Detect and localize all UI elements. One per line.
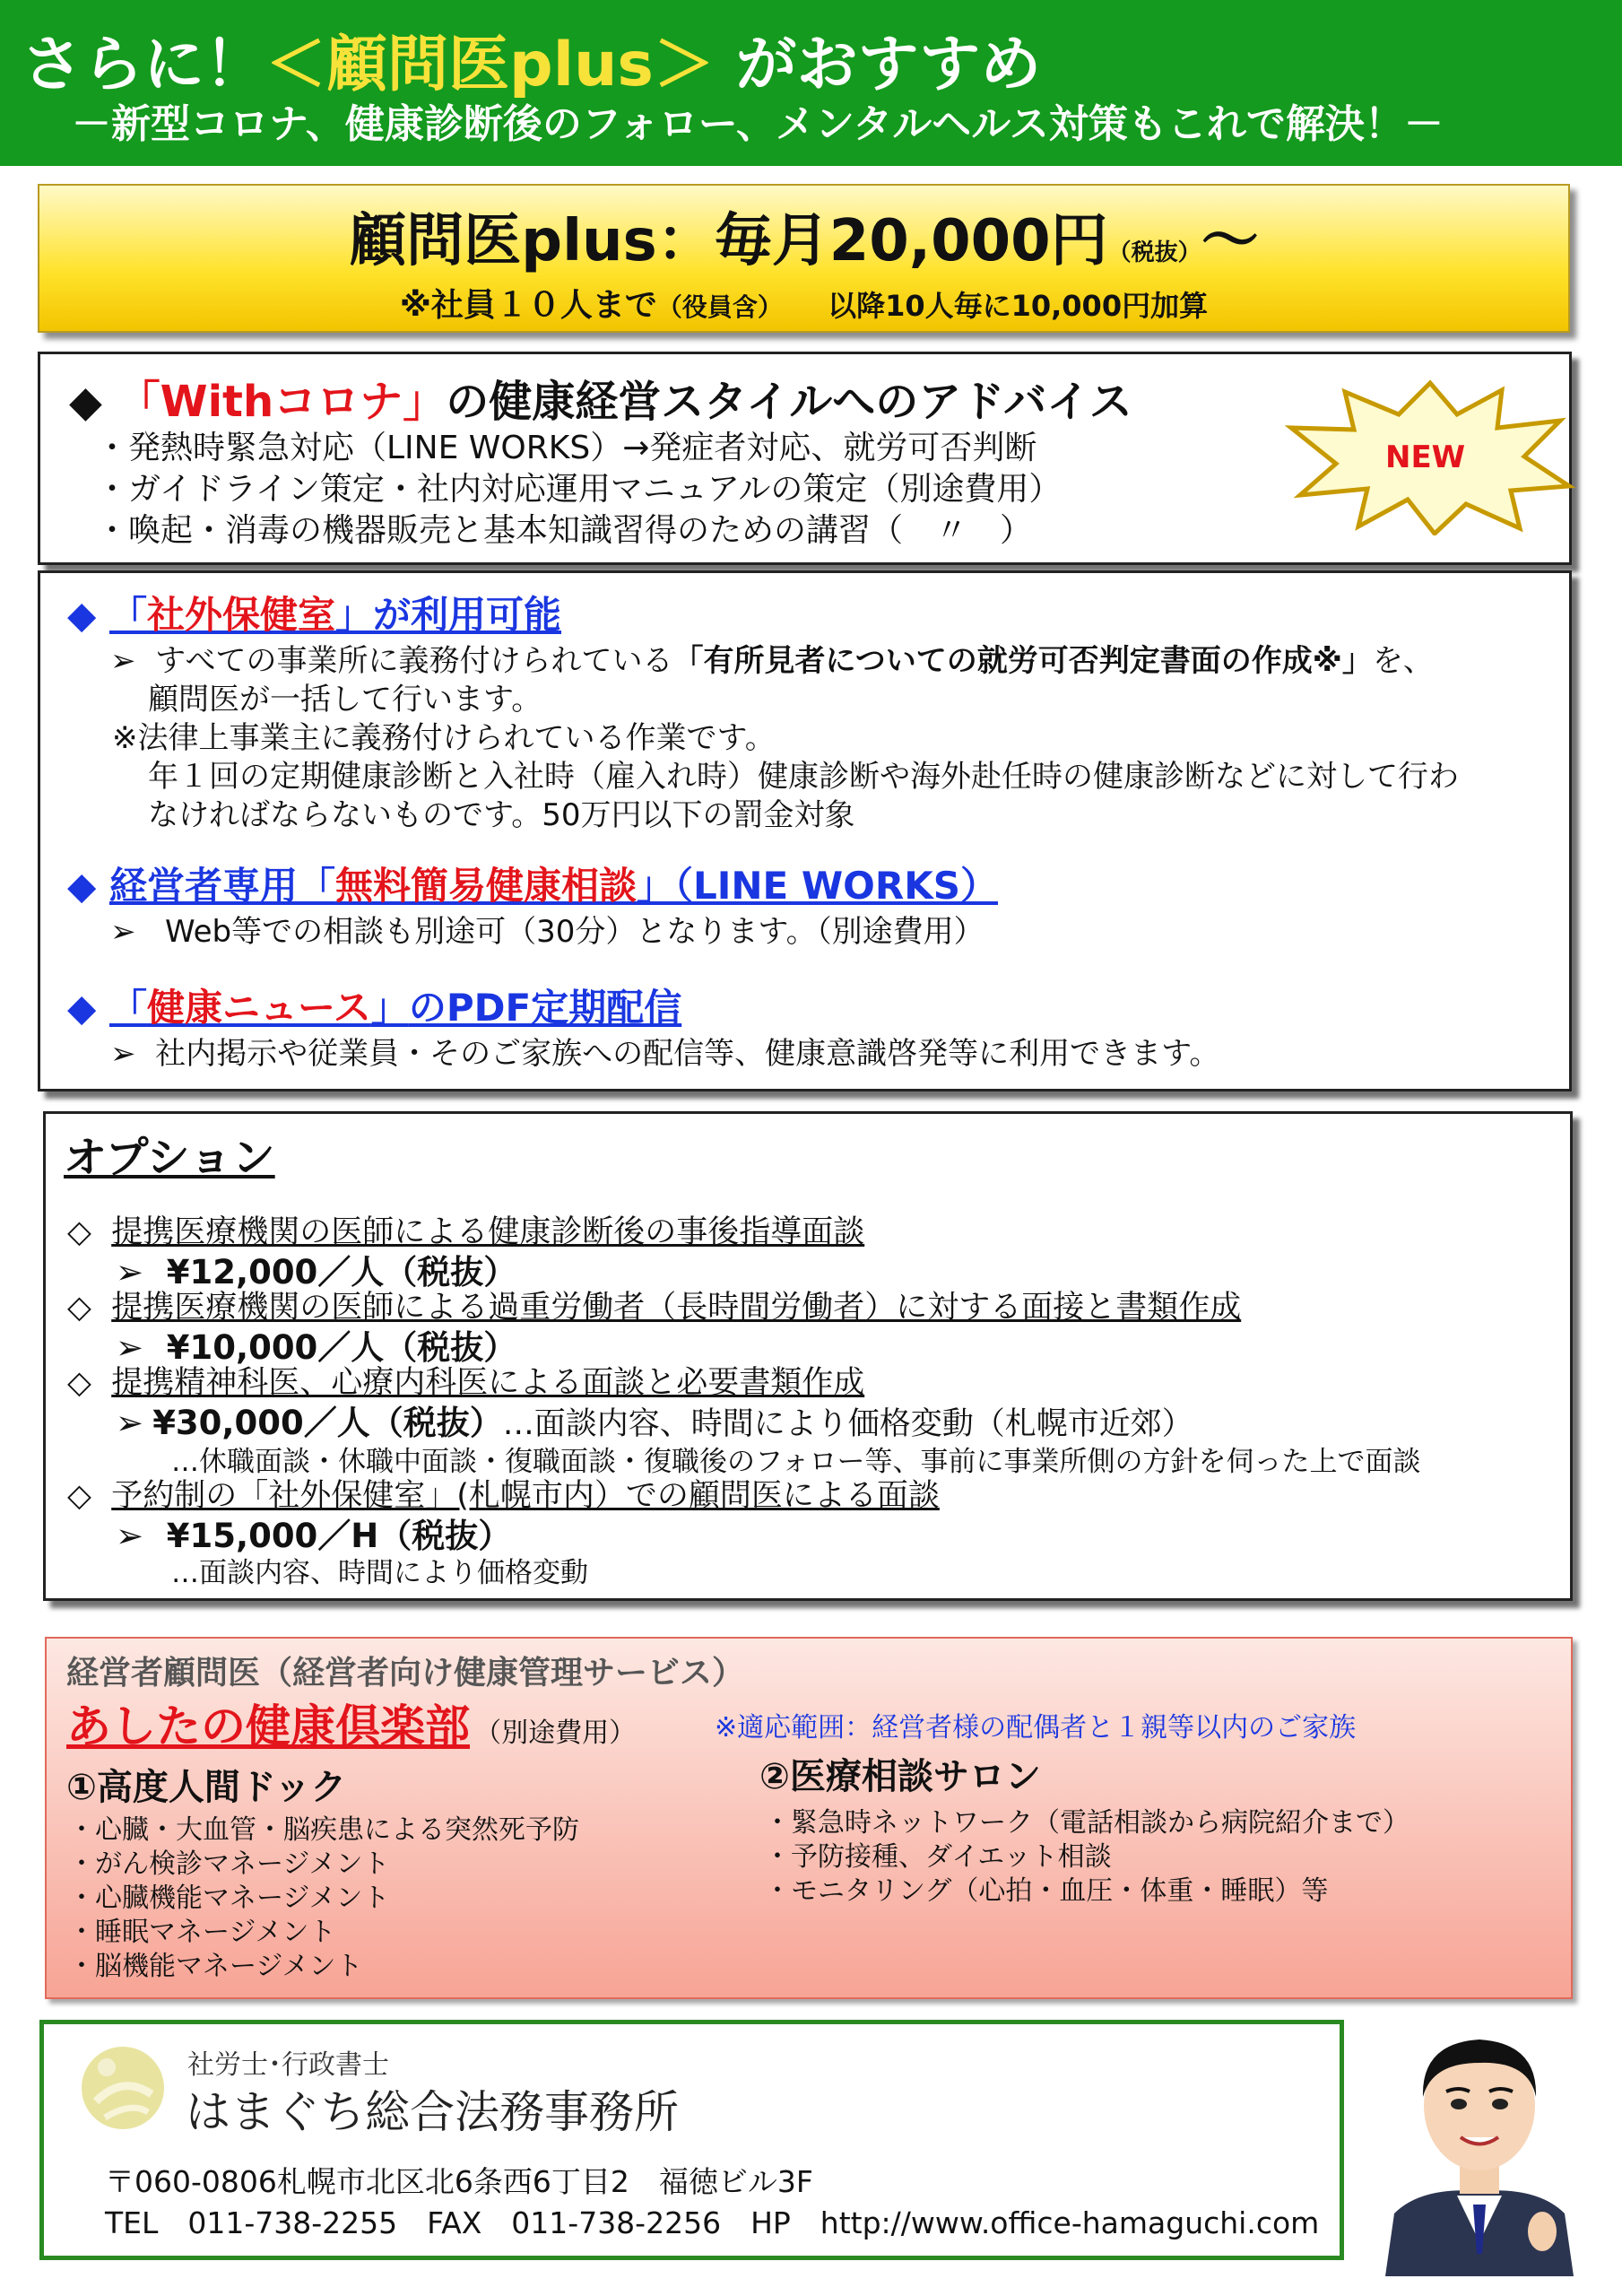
club-col1-item: ・脳機能マネージメント bbox=[68, 1951, 363, 1982]
outside-health-room-label: 社外保健室 bbox=[146, 593, 335, 637]
arrow-icon: ➢ bbox=[116, 1328, 144, 1367]
hollow-diamond-icon: ◇ bbox=[67, 1214, 91, 1250]
quote-close: 」 bbox=[403, 377, 447, 427]
health-room-desc-2: 顧問医が一括して行います。 bbox=[148, 682, 542, 718]
hollow-diamond-icon: ◇ bbox=[67, 1478, 91, 1514]
arrow-icon: ➢ bbox=[116, 1517, 144, 1555]
club-name-row bbox=[66, 1691, 636, 1755]
news-desc-text: 社内掲示や従業員・そのご家族への配信等、健康意識啓発等に利用できます。 bbox=[155, 1036, 1220, 1072]
corona-heading-rest: の健康経営スタイルへのアドバイス bbox=[446, 377, 1132, 427]
club-col1-title: ①高度人間ドック bbox=[66, 1767, 347, 1808]
price-sub-officers: （役員含） bbox=[656, 292, 783, 322]
news-heading-rest: のPDF定期配信 bbox=[408, 986, 682, 1030]
title-part-3: がおすすめ bbox=[735, 30, 1042, 100]
office-name: はまぐち総合法務事務所 bbox=[186, 2086, 679, 2138]
legal-note-2: 年１回の定期健康診断と入社時（雇入れ時）健康診断や海外赴任時の健康診断などに対して行わ bbox=[148, 759, 1459, 795]
consult-heading-a: 経営者専用「 bbox=[108, 864, 335, 908]
diamond-icon: ◆ bbox=[67, 864, 97, 908]
price-sub-limit: ※社員１０人まで bbox=[399, 287, 657, 324]
arrow-icon: ➢ bbox=[116, 1404, 144, 1442]
price-tilde: ～ bbox=[1201, 208, 1259, 274]
price-tax-note: （税抜） bbox=[1107, 239, 1201, 266]
legal-note-3: なければならないものです。50万円以下の罰金対象 bbox=[148, 797, 855, 833]
club-name: あしたの健康倶楽部 bbox=[66, 1700, 470, 1752]
desc-bold-doc: 「有所見者についての就労可否判定書面の作成※」 bbox=[672, 643, 1373, 679]
representative-portrait-icon bbox=[1367, 2007, 1592, 2276]
news-heading bbox=[67, 978, 681, 1032]
health-room-heading bbox=[67, 586, 561, 639]
price-main bbox=[39, 195, 1568, 277]
option-label: 提携医療機関の医師による過重労働者（長時間労働者）に対する面接と書類作成 bbox=[111, 1290, 1242, 1326]
club-box bbox=[45, 1637, 1573, 1999]
diamond-icon: ◆ bbox=[69, 377, 102, 427]
option-price-value: ¥12,000／人（税抜） bbox=[166, 1253, 517, 1292]
news-desc bbox=[110, 1029, 1219, 1073]
desc-part-a: すべての事業所に義務付けられている bbox=[155, 643, 673, 679]
health-room-heading-rest: が利用可能 bbox=[372, 593, 561, 637]
quote-open: 「 bbox=[117, 377, 160, 427]
club-fee: （別途費用） bbox=[474, 1718, 637, 1749]
quote-close: 」 bbox=[334, 593, 373, 637]
office-address: 〒060-0806札幌市北区北6条西6丁目2 福徳ビル3F bbox=[105, 2164, 813, 2199]
header-banner bbox=[0, 0, 1622, 166]
option-price-value: ¥15,000／H（税抜） bbox=[166, 1517, 512, 1555]
club-col1-item: ・がん検診マネージメント bbox=[68, 1848, 390, 1880]
option-note: …面談内容、時間により価格変動 bbox=[171, 1557, 588, 1589]
header-title bbox=[22, 16, 1041, 103]
office-contact: TEL 011-738-2255 FAX 011-738-2256 HP http://www.office-hamaguchi.com bbox=[105, 2205, 1320, 2240]
club-col2-item: ・モニタリング（心拍・血圧・体重・睡眠）等 bbox=[764, 1875, 1329, 1907]
consult-heading bbox=[67, 857, 998, 910]
header-subtitle: －新型コロナ、健康診断後のフォロー、メンタルヘルス対策もこれで解決！－ bbox=[72, 101, 1444, 147]
arrow-icon: ➢ bbox=[116, 1253, 144, 1292]
health-news-label: 健康ニュース bbox=[146, 986, 371, 1030]
office-tagline: 社労士･行政書士 bbox=[187, 2049, 389, 2081]
desc-part-c: を、 bbox=[1372, 643, 1434, 679]
price-main-text: 顧問医plus：毎月20,000円 bbox=[349, 208, 1108, 274]
quote-open: 「 bbox=[108, 593, 147, 637]
quote-open: 「 bbox=[108, 986, 147, 1030]
club-heading: 経営者顧問医（経営者向け健康管理サービス） bbox=[66, 1655, 745, 1692]
arrow-icon: ➢ bbox=[110, 914, 136, 950]
options-box bbox=[43, 1111, 1573, 1601]
office-logo-icon bbox=[78, 2039, 168, 2137]
options-title: オプション bbox=[64, 1133, 275, 1183]
club-col2-title: ②医療相談サロン bbox=[759, 1756, 1041, 1797]
quote-close: 」 bbox=[370, 986, 409, 1030]
hollow-diamond-icon: ◇ bbox=[67, 1365, 91, 1401]
corona-advice-box bbox=[38, 352, 1572, 565]
price-box bbox=[38, 184, 1570, 333]
option-label: 提携医療機関の医師による健康診断後の事後指導面談 bbox=[111, 1214, 865, 1250]
diamond-icon: ◆ bbox=[67, 593, 97, 637]
option-price-value: ¥30,000／人（税抜） bbox=[152, 1404, 503, 1442]
corona-heading bbox=[69, 367, 1132, 429]
health-services-box bbox=[38, 570, 1572, 1091]
corona-item: ・ガイドライン策定・社内対応運用マニュアルの策定（別途費用） bbox=[96, 471, 1062, 508]
free-consult-label: 無料簡易健康相談 bbox=[334, 864, 637, 908]
club-col1-item: ・心臓・大血管・脳疾患による突然死予防 bbox=[68, 1814, 579, 1846]
title-product-name: ＜顧問医plus＞ bbox=[265, 30, 715, 100]
club-scope: ※適応範囲：経営者様の配偶者と１親等以内のご家族 bbox=[715, 1712, 1357, 1744]
club-col2-item: ・予防接種、ダイエット相談 bbox=[764, 1841, 1112, 1873]
consult-desc-text: Web等での相談も別途可（30分）となります。（別途費用） bbox=[164, 914, 984, 950]
consult-heading-b: 」（LINE WORKS） bbox=[636, 864, 998, 908]
legal-note-1: ※法律上事業主に義務付けられている作業です。 bbox=[112, 720, 776, 756]
new-badge-label: NEW bbox=[1385, 439, 1466, 475]
option-label: 提携精神科医、心療内科医による面談と必要書類作成 bbox=[111, 1365, 865, 1401]
office-info-box bbox=[39, 2020, 1344, 2260]
arrow-icon: ➢ bbox=[110, 1036, 136, 1072]
title-part-1: さらに！ bbox=[22, 30, 266, 100]
with-corona-label: Withコロナ bbox=[160, 377, 403, 427]
arrow-icon: ➢ bbox=[110, 643, 136, 679]
price-sub-extra: 以降10人毎に10,000円加算 bbox=[828, 289, 1209, 323]
option-price-value: ¥10,000／人（税抜） bbox=[166, 1328, 517, 1367]
corona-item: ・発熱時緊急対応（LINE WORKS）→発症者対応、就労可否判断 bbox=[96, 430, 1037, 466]
hollow-diamond-icon: ◇ bbox=[67, 1290, 91, 1326]
price-sub bbox=[39, 280, 1568, 326]
option-label: 予約制の「社外保健室」(札幌市内）での顧問医による面談 bbox=[111, 1478, 940, 1514]
consult-desc bbox=[110, 907, 984, 951]
option-price-extra: …面談内容、時間により価格変動（札幌市近郊） bbox=[502, 1406, 1193, 1442]
club-col1-item: ・睡眠マネージメント bbox=[68, 1917, 336, 1948]
option-note: …休職面談・休職中面談・復職面談・復職後のフォロー等、事前に事業所側の方針を伺った上で面談 bbox=[171, 1446, 1421, 1478]
club-col2-item: ・緊急時ネットワーク（電話相談から病院紹介まで） bbox=[764, 1807, 1409, 1839]
corona-item: ・喚起・消毒の機器販売と基本知識習得のための講習（ 〃 ） bbox=[96, 512, 1033, 549]
option-price bbox=[116, 1396, 1193, 1444]
club-col1-item: ・心臓機能マネージメント bbox=[68, 1883, 390, 1914]
health-room-desc bbox=[110, 636, 1434, 680]
diamond-icon: ◆ bbox=[67, 986, 97, 1030]
